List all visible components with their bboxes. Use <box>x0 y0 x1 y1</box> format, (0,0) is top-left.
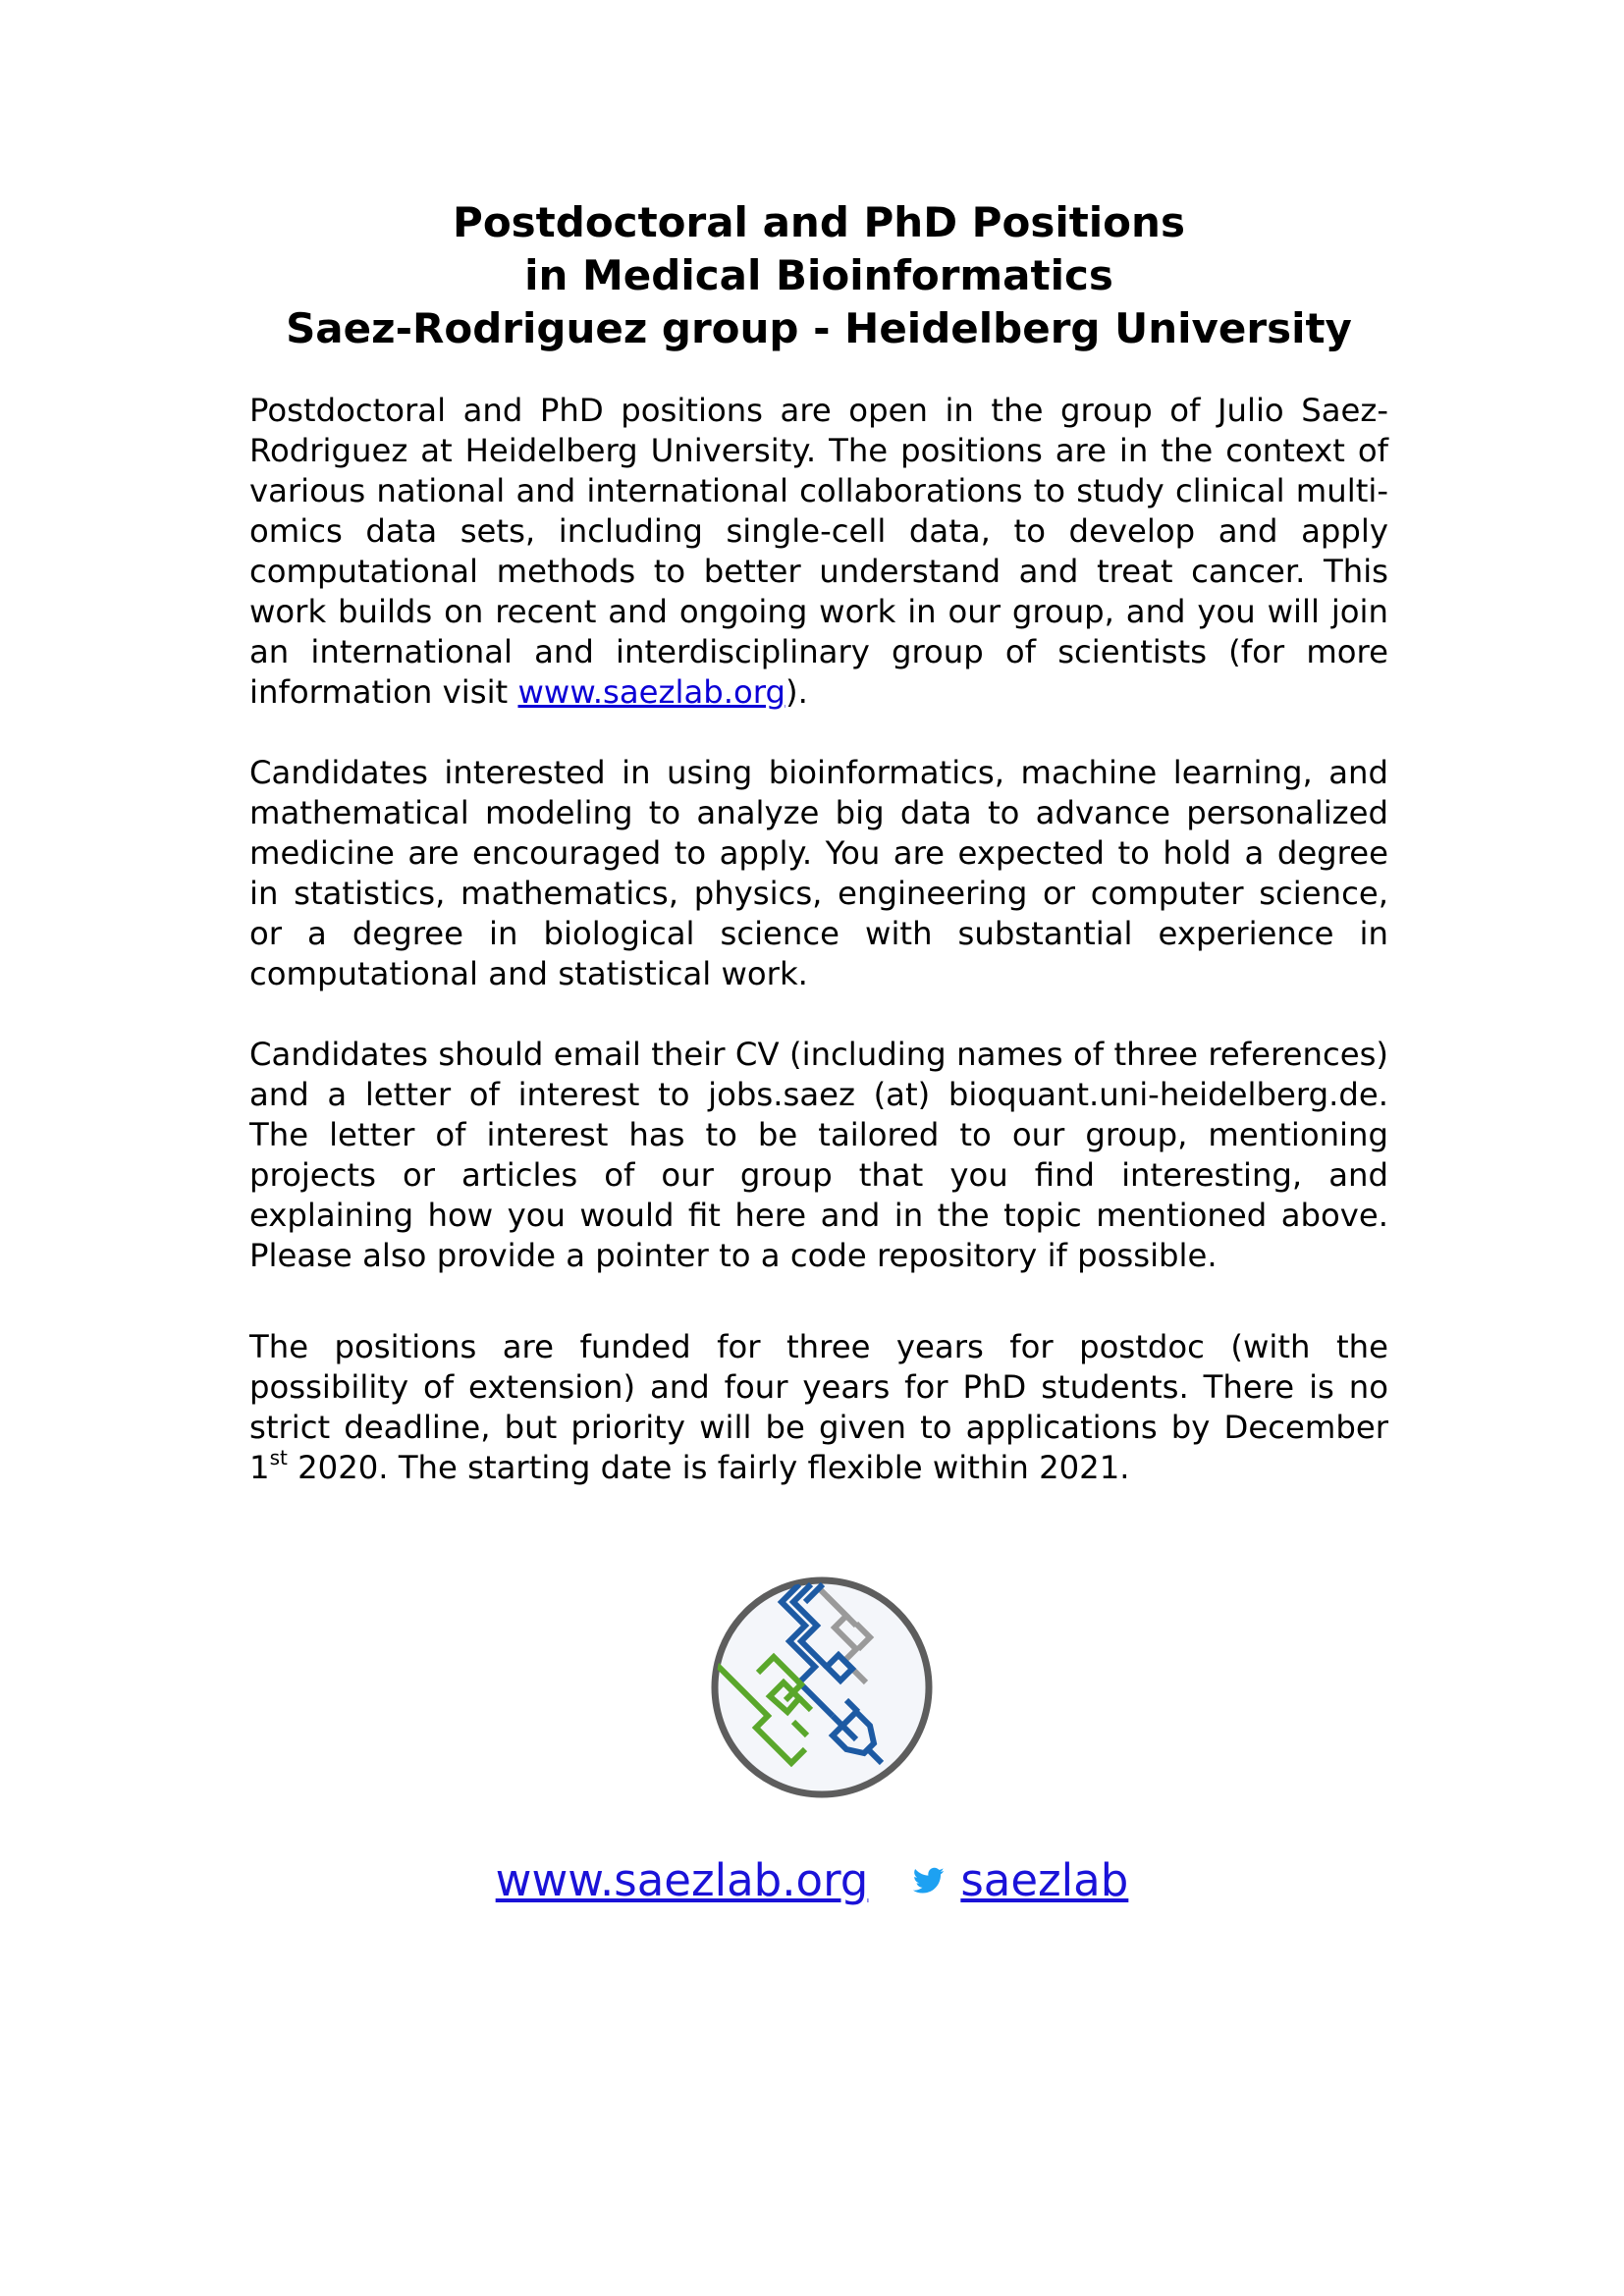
ordinal-suffix: st <box>269 1446 288 1469</box>
paragraph-4-text: The positions are funded for three years for postdoc (with the possibility of extension) and four years for PhD students. There is no strict deadline, but priority will be given to applications by December 1 <box>249 1328 1388 1486</box>
twitter-bird-icon <box>913 1867 945 1895</box>
paragraph-candidate-profile: Candidates interested in using bioinformatics, machine learning, and mathematical modeling to analyze big data to advance personalized medicine are encouraged to apply. You are expected to hold a degree in statistics, mathematics, physics, engineering or computer science, or a degree in biological science with substantial experience in computational and statistical work. <box>249 754 1388 992</box>
saezlab-website-link[interactable]: www.saezlab.org <box>517 673 785 711</box>
paragraph-funding-and-dates <box>249 1327 1388 1488</box>
paragraph-4-tail: 2020. The starting date is fairly flexible within 2021. <box>287 1449 1130 1486</box>
paragraph-application-instructions: Candidates should email their CV (including names of three references) and a letter of interest to jobs.saez (at) bioquant.uni-heidelberg.de. The letter of interest has to be tailored to our group, mentioning projects or articles of our group that you find interesting, and explaining how you would fit here and in the topic mentioned above. Please also provide a pointer to a code repository if possible. <box>249 1036 1388 1274</box>
footer-twitter-link[interactable]: saezlab <box>960 1854 1129 1906</box>
paragraph-positions-overview <box>249 391 1388 713</box>
page-title <box>249 196 1388 355</box>
paragraph-1-text: Postdoctoral and PhD positions are open in the group of Julio Saez-Rodriguez at Heidelberg University. The positions are in the context of various national and international collaborations to study clinical multi-omics data sets, including single-cell data, to develop and apply computational methods to better understand and treat cancer. This work builds on recent and ongoing work in our group, and you will join an international and interdisciplinary group of scientists (for more information visit <box>249 392 1388 711</box>
saezlab-logo <box>709 1575 935 1800</box>
document-page <box>249 196 1388 1528</box>
footer-website-link[interactable]: www.saezlab.org <box>495 1854 869 1906</box>
footer-links <box>0 1853 1624 1908</box>
title-line-1: Postdoctoral and PhD Positions <box>453 198 1185 246</box>
paragraph-1-tail: ). <box>785 673 808 711</box>
title-line-2: in Medical Bioinformatics <box>524 251 1113 299</box>
title-line-3: Saez-Rodriguez group - Heidelberg University <box>286 304 1352 352</box>
